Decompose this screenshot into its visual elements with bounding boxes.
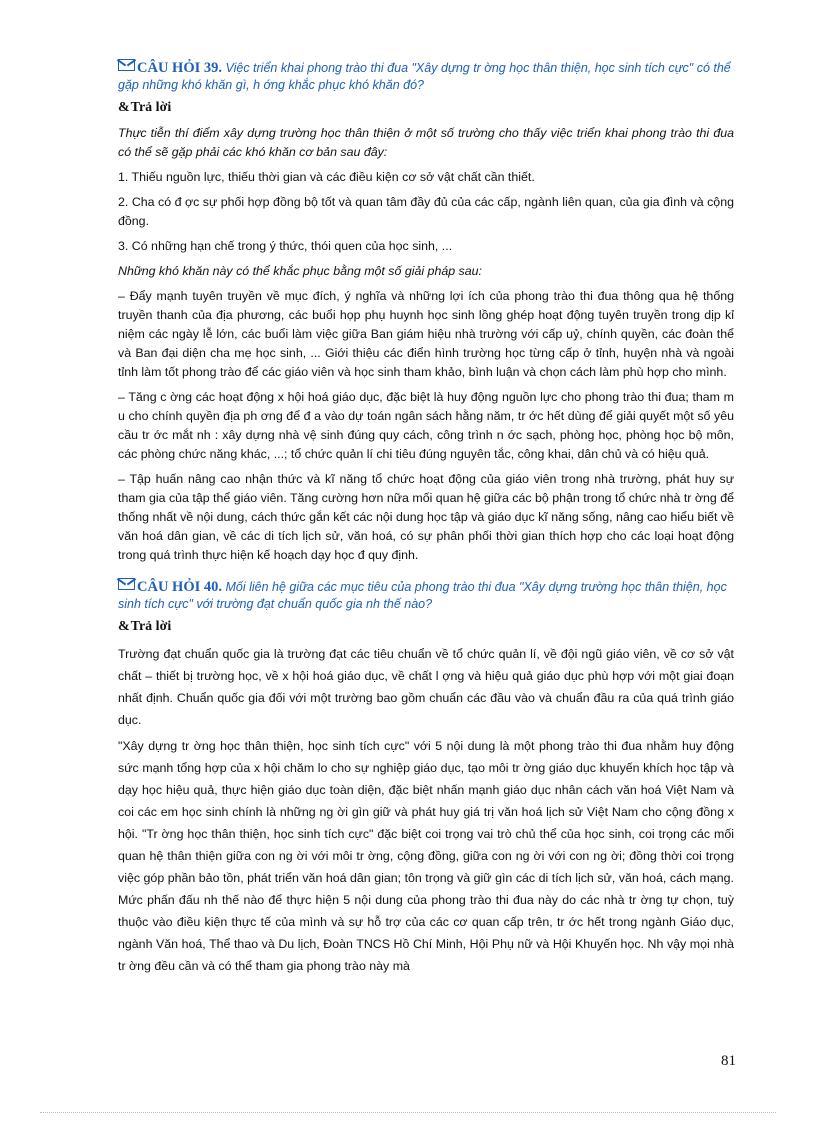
answer-39-intro: Thực tiễn thí điểm xây dựng trường học thân thiện ở một số trường cho thấy việc triển khai phong trào thi đua có thể sẽ gặp phải các khó khăn cơ bản sau đây:: [118, 126, 734, 159]
envelope-icon: [118, 578, 135, 590]
solution-intro: Những khó khăn này có thể khắc phục bằng một số giải pháp sau:: [118, 264, 482, 278]
difficulty-item: 3. Có những hạn chế trong ý thức, thói quen của học sinh, ...: [118, 239, 453, 253]
answer-40-paragraph: Trường đạt chuẩn quốc gia là trường đạt các tiêu chuẩn về tổ chức quản lí, về đội ngũ giáo viên, về cơ sở vật chất – thiết bị trường học, về x hội hoá giáo dục, về chất l ợng và hiệu quả giáo dục phù hợp với một giai đoạn nhất định. Chuẩn quốc gia đối với một trường bao gồm chuẩn các đầu vào và chuẩn đầu ra của quá trình giáo dục.: [118, 647, 734, 727]
page-content: [118, 60, 734, 981]
solution-item: – Tăng c ờng các hoạt động x hội hoá giáo dục, đặc biệt là huy động nguồn lực cho phong trào thi đua; tham m u cho chính quyền địa ph ơng để đ a vào dự toán ngân sách hằng năm, tr ớc hết dùng để giải quyết một số yêu cầu tr ớc mắt nh : xây dựng nhà vệ sinh đúng quy cách, công trình n ớc sạch, phòng học, phòng học bộ môn, các phòng chức năng khác, ...; tổ chức quản lí chi tiêu đúng nguyên tắc, công khai, dân chủ và có hiệu quả.: [118, 390, 734, 461]
question-40: [118, 579, 734, 613]
footer-divider: [40, 1112, 776, 1113]
answer-39-heading: [118, 100, 734, 116]
question-40-label: CÂU HỎI 40.: [137, 579, 222, 595]
answer-40-heading: [118, 619, 734, 635]
difficulty-item: 1. Thiếu nguồn lực, thiếu thời gian và các điều kiện cơ sở vật chất cần thiết.: [118, 170, 535, 184]
ampersand-icon: &: [118, 100, 130, 115]
question-39: [118, 60, 734, 94]
page-number: 81: [721, 1053, 736, 1069]
question-39-label: CÂU HỎI 39.: [137, 60, 222, 76]
solution-item: – Đẩy mạnh tuyên truyền về mục đích, ý nghĩa và những lợi ích của phong trào thi đua thông qua hệ thống truyền thanh của địa phương, các buổi họp phụ huynh học sinh lồng ghép hoạt động tuyên truyền trong dịp kỉ niệm các ngày lễ lớn, các buổi làm việc giữa Ban giám hiệu nhà trường với cấp uỷ, chính quyền, các đoàn thể và Ban đại diện cha mẹ học sinh, ... Giới thiệu các điển hình trường học từng cấp ở tỉnh, huyện nhà và ngoài tỉnh làm tốt phong trào để các giáo viên và học sinh tham khảo, bình luận và chọn cách làm phù hợp cho mình.: [118, 289, 734, 379]
question-40-text: Mối liên hệ giữa các mục tiêu của phong trào thi đua "Xây dựng trường học thân thiện, học sinh tích cực" với trường đạt chuẩn quốc gia nh thế nào?: [118, 580, 727, 611]
ampersand-icon: &: [118, 619, 130, 634]
solution-item: – Tập huấn nâng cao nhận thức và kĩ năng tổ chức hoạt động của giáo viên trong nhà trường, phát huy sự tham gia của tập thể giáo viên. Tăng cường hơn nữa mối quan hệ giữa các bộ phận trong tổ chức nhà tr ờng để thống nhất về nội dung, cách thức gắn kết các nội dung học tập và giáo dục kĩ năng sống, nâng cao hiểu biết về văn hoá dân gian, về các di tích lịch sử, văn hoá, có sự phân phối thời gian thích hợp cho các loại hoạt động trong quá trình thực hiện kế hoạch dạy học đ quy định.: [118, 472, 734, 562]
answer-40-paragraph: "Xây dựng tr ờng học thân thiện, học sinh tích cực" với 5 nội dung là một phong trào thi đua nhằm huy động sức mạnh tổng hợp của x hội chăm lo cho sự nghiệp giáo dục, tạo môi tr ờng giáo dục khuyến khích học tập và dạy học hiệu quả, thực hiện giáo dục toàn diện, đặc biệt nhấn mạnh giáo dục nhân cách văn hoá Việt Nam và coi các em học sinh chính là những ng ời gìn giữ và phát huy giá trị văn hoá lịch sử Việt Nam cho cộng đồng x hội. "Tr ờng học thân thiện, học sinh tích cực" đặc biệt coi trọng vai trò chủ thể của học sinh, coi trọng các mối quan hệ thân thiện giữa con ng ời với môi tr ờng, cộng đồng, giữa con ng ời với con ng ời; đồng thời coi trọng việc góp phần bảo tồn, phát triển văn hoá dân gian; tôn trọng và giữ gìn các di tích lịch sử, văn hoá, cách mạng. Mức phấn đấu nh thế nào để thực hiện 5 nội dung của phong trào thi đua này do các nhà tr ờng tự chọn, tuỳ thuộc vào điều kiện thực tế của mình và sự hỗ trợ của các cơ quan cấp trên, tr ớc hết trong ngành Giáo dục, ngành Văn hoá, Thể thao và Du lịch, Đoàn TNCS Hồ Chí Minh, Hội Phụ nữ và Hội Khuyến học. Nh vậy mọi nhà tr ờng đều cần và có thể tham gia phong trào này mà: [118, 739, 734, 973]
question-39-text: Việc triển khai phong trào thi đua "Xây dựng tr ờng học thân thiện, học sinh tích cực" có thể gặp những khó khăn gì, h ớng khắc phục khó khăn đó?: [118, 61, 731, 92]
difficulty-item: 2. Cha có đ ợc sự phối hợp đồng bộ tốt và quan tâm đầy đủ của các cấp, ngành liên quan, của gia đình và cộng đồng.: [118, 195, 734, 228]
envelope-icon: [118, 59, 135, 71]
answer-label: Trả lời: [130, 619, 172, 634]
answer-label: Trả lời: [130, 100, 172, 115]
